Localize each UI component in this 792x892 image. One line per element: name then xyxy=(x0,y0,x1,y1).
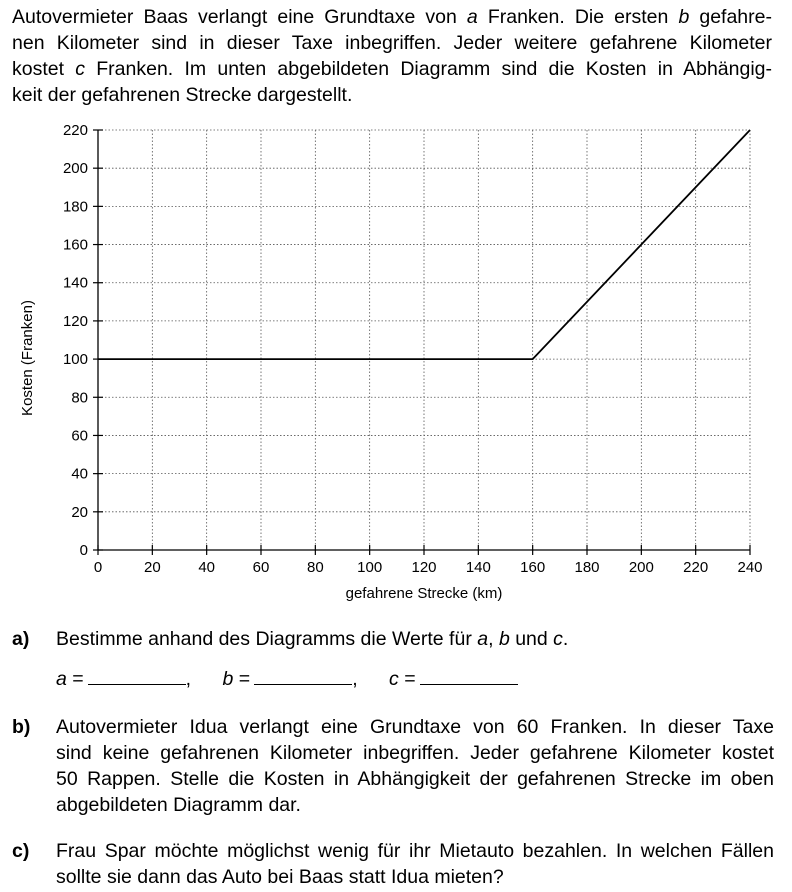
x-tick-label-3: 60 xyxy=(252,559,270,576)
answer-fields xyxy=(56,666,544,691)
x-tick-label-0: 0 xyxy=(93,559,103,576)
x-tick-label-8: 160 xyxy=(520,559,546,576)
task-c-label: c) xyxy=(12,840,30,862)
answer-c: c = xyxy=(389,666,518,691)
task-a-text: Bestimme anhand des Diagramms die Werte für a, b und c. xyxy=(56,628,569,650)
y-tick-label-10: 200 xyxy=(62,160,88,178)
x-tick-label-6: 120 xyxy=(411,559,437,576)
cost-chart xyxy=(0,115,792,615)
y-tick-label-8: 160 xyxy=(62,236,88,254)
y-tick-label-6: 120 xyxy=(62,312,88,330)
answer-a-blank[interactable] xyxy=(88,666,186,685)
task-a-label: a) xyxy=(12,628,30,650)
intro-line-1: Autovermieter Baas verlangt eine Grundtaxe von a Franken. Die ersten b gefahre- xyxy=(12,6,772,28)
y-tick-label-9: 180 xyxy=(62,198,88,216)
x-tick-label-12: 240 xyxy=(737,559,763,576)
task-c-line-2: sollte sie dann das Auto bei Baas statt Idua mieten? xyxy=(56,866,504,888)
task-c xyxy=(12,838,774,890)
x-tick-label-4: 80 xyxy=(306,559,324,576)
y-tick-label-4: 80 xyxy=(71,389,88,407)
x-axis-label: gefahrene Strecke (km) xyxy=(345,585,503,602)
intro-line-3: kostet c Franken. Im unten abgebildeten Diagramm sind die Kosten in Abhängig- xyxy=(12,58,772,80)
y-tick-label-2: 40 xyxy=(71,465,88,483)
answer-b-blank[interactable] xyxy=(254,666,352,685)
task-b-line-1: Autovermieter Idua verlangt eine Grundtaxe von 60 Franken. In dieser Taxe xyxy=(56,716,774,738)
y-axis-label: Kosten (Franken) xyxy=(19,300,36,416)
x-tick-label-2: 40 xyxy=(198,559,216,576)
x-tick-label-7: 140 xyxy=(465,559,491,576)
task-b xyxy=(12,714,774,818)
intro-line-4: keit der gefahrenen Strecke dargestellt. xyxy=(12,84,353,106)
y-tick-label-11: 220 xyxy=(62,122,88,139)
y-tick-label-7: 140 xyxy=(62,274,88,292)
x-tick-label-5: 100 xyxy=(357,559,383,576)
x-tick-label-10: 200 xyxy=(628,559,654,576)
answer-c-blank[interactable] xyxy=(420,666,518,685)
task-b-line-3: 50 Rappen. Stelle die Kosten in Abhängigkeit der gefahrenen Strecke im oben xyxy=(56,768,774,790)
task-b-line-4: abgebildeten Diagramm dar. xyxy=(56,794,301,816)
chart-ticks xyxy=(63,122,763,576)
task-a xyxy=(12,626,774,652)
answer-b: b = , xyxy=(222,668,358,690)
task-b-line-2: sind keine gefahrenen Kilometer inbegriffen. Jeder gefahrene Kilometer kostet xyxy=(56,742,774,764)
task-c-line-1: Frau Spar möchte möglichst wenig für ihr Mietauto bezahlen. In welchen Fällen xyxy=(56,840,774,862)
y-tick-label-3: 60 xyxy=(71,427,88,445)
y-tick-label-5: 100 xyxy=(62,351,88,369)
x-tick-label-1: 20 xyxy=(143,559,161,576)
answer-a: a = , xyxy=(56,668,192,690)
x-tick-label-11: 220 xyxy=(683,559,709,576)
y-tick-label-1: 20 xyxy=(71,503,88,521)
chart-grid xyxy=(98,130,750,550)
intro-text xyxy=(12,4,772,108)
task-b-label: b) xyxy=(12,716,31,738)
x-tick-label-9: 180 xyxy=(574,559,600,576)
intro-line-2: nen Kilometer sind in dieser Taxe inbegriffen. Jeder weitere gefahrene Kilometer xyxy=(12,32,772,54)
y-tick-label-0: 0 xyxy=(79,542,88,559)
